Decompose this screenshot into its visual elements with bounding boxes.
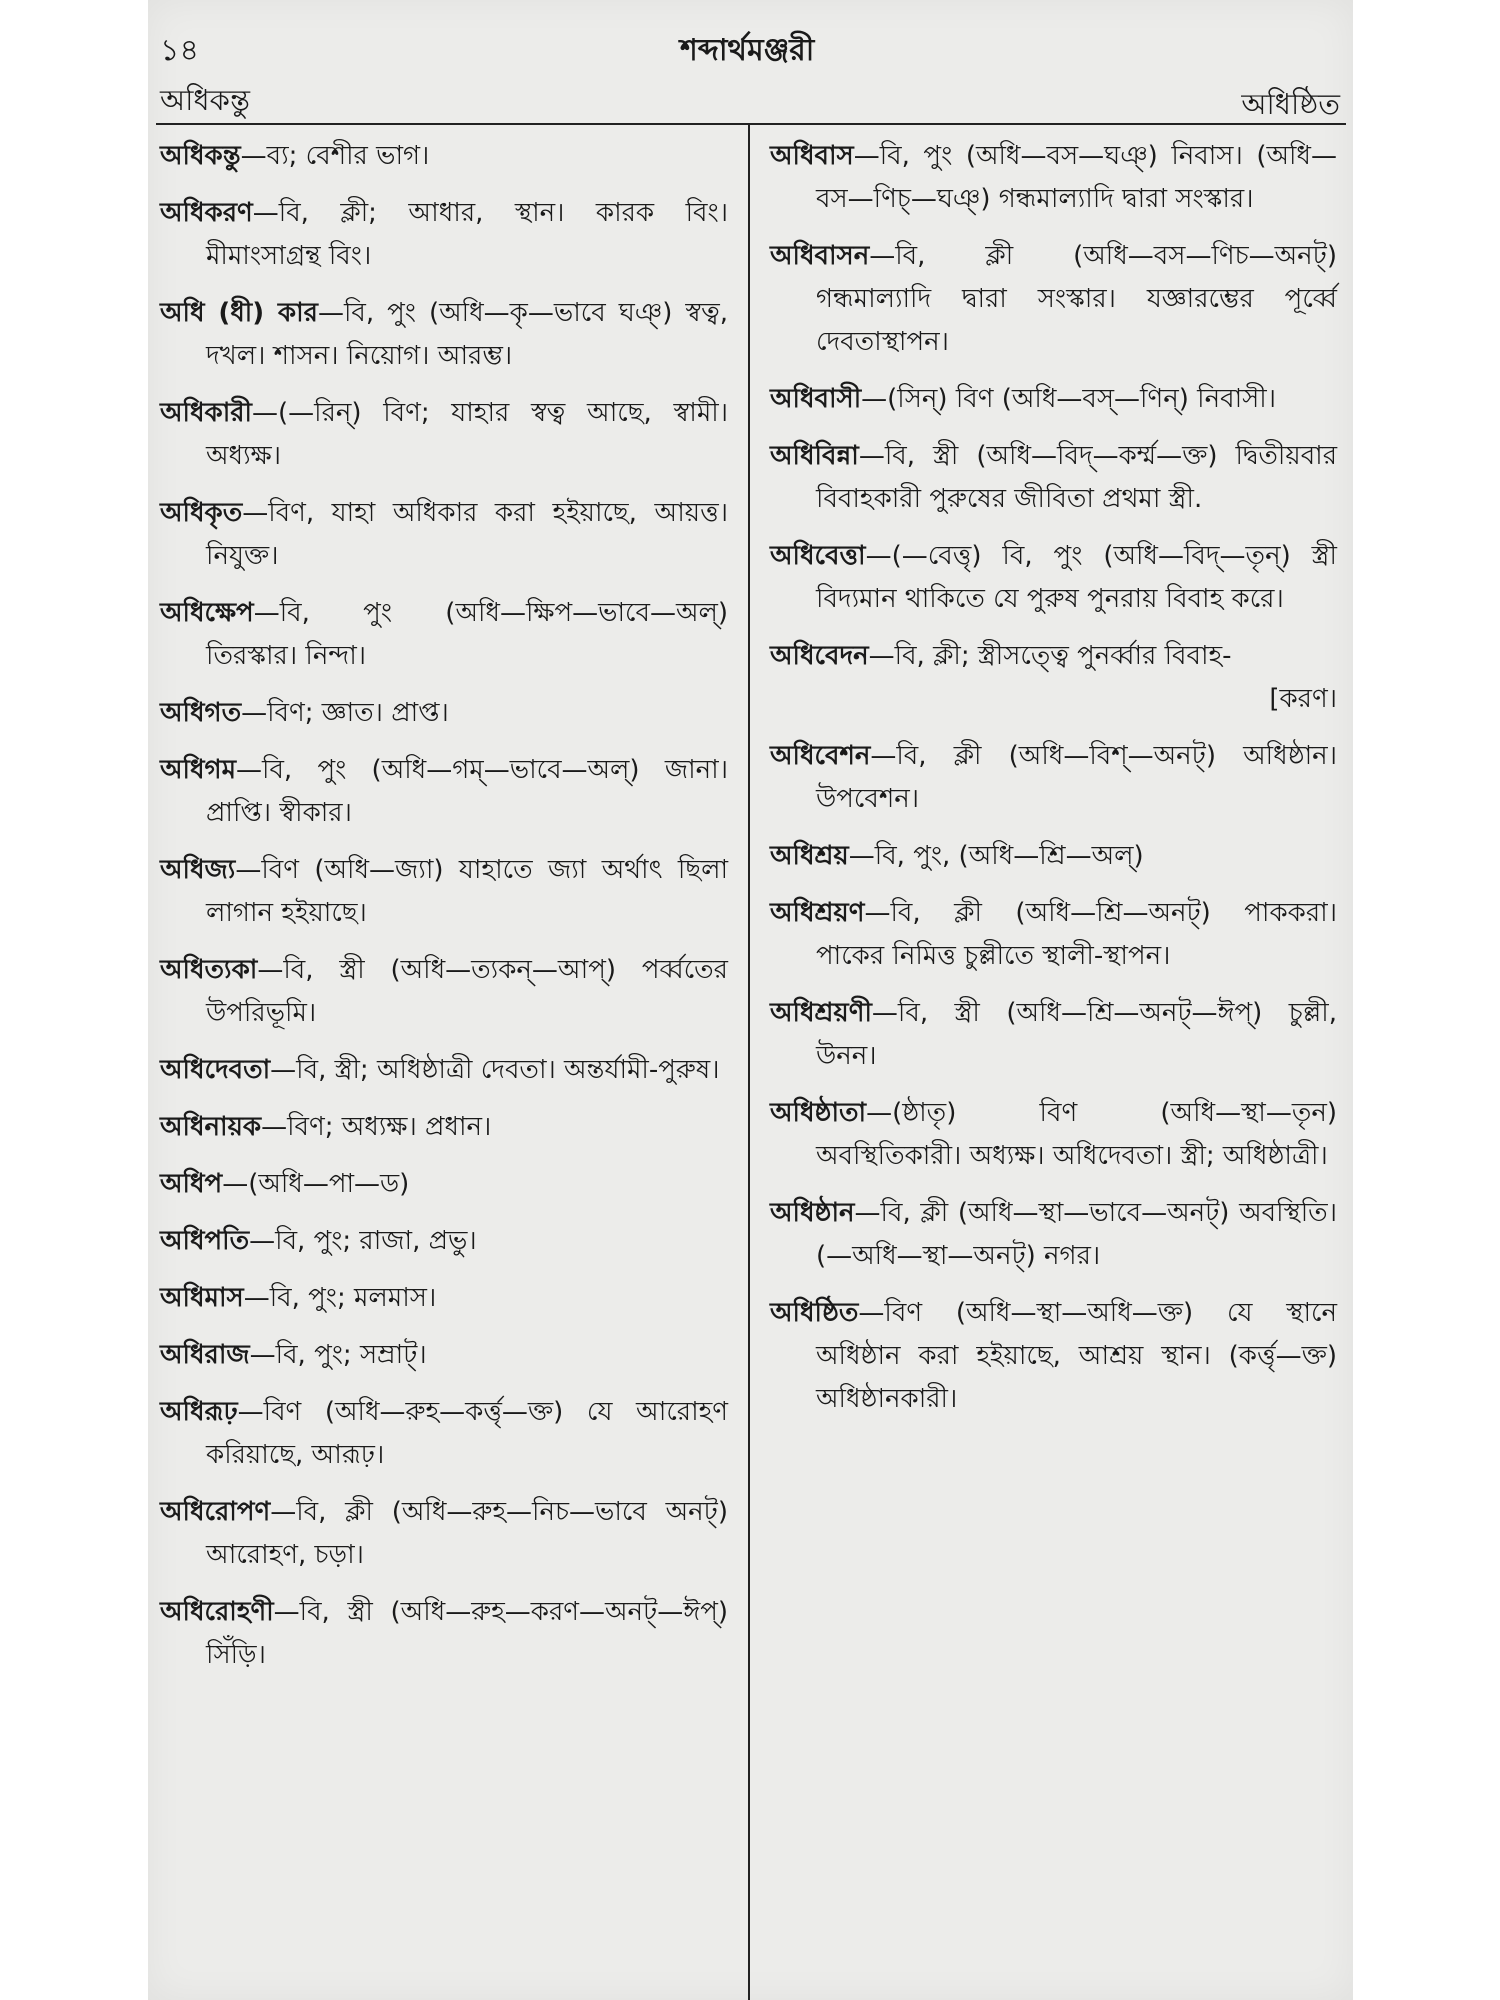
headword: অধিরূঢ়: [160, 1397, 238, 1427]
dictionary-entry: [160, 1491, 728, 1577]
definition: —বি, স্ত্রী (অধি—শ্রি—অনট্—ঈপ্) চুল্লী, উনন।: [816, 998, 1337, 1071]
definition: —বি, স্ত্রী (অধি—রুহ—করণ—অনট্—ঈপ্) সিঁড়ি।: [206, 1597, 728, 1670]
dictionary-entry: [770, 535, 1337, 621]
definition: —বি, স্ত্রী; অধিষ্ঠাত্রী দেবতা। অন্তর্যামী-পুরুষ।: [270, 1055, 720, 1085]
dictionary-entry: [160, 1334, 728, 1377]
headword: অধিকরণ: [160, 198, 253, 228]
definition: —বি, ক্লী; স্ত্রীসত্ত্বে পুনর্ব্বার বিবাহ-: [868, 641, 1232, 671]
column-rule: [748, 125, 750, 2000]
dictionary-entry: [770, 435, 1337, 521]
dictionary-entry: [160, 749, 728, 835]
headword: অধিশ্রয়ণ: [770, 898, 865, 928]
definition: —বি, ক্লী (অধি—বিশ্—অনট্) অধিষ্ঠান। উপবেশন।: [816, 741, 1337, 814]
dictionary-entry: [770, 735, 1337, 821]
headword: অধিকৃত: [160, 498, 243, 528]
definition: —বি, স্ত্রী (অধি—ত্যকন্—আপ্) পর্ব্বতের উপরিভূমি।: [206, 955, 728, 1028]
headword: অধিপ: [160, 1169, 223, 1199]
dictionary-entry: [160, 492, 728, 578]
definition: —বি, ক্লী; আধার, স্থান। কারক বিং। মীমাংসাগ্রন্থ বিং।: [206, 198, 728, 271]
headword: অধিকারী: [160, 398, 252, 428]
left-column: [160, 135, 728, 1691]
headword: অধিকন্তু: [160, 141, 241, 171]
page-number: ১৪: [160, 33, 199, 68]
definition: —বি, ক্লী (অধি—শ্রি—অনট্) পাককরা। পাকের নিমিত্ত চুল্লীতে স্থালী-স্থাপন।: [816, 898, 1337, 971]
definition: —বি, ক্লী (অধি—স্থা—ভাবে—অনট্) অবস্থিতি। (—অধি—স্থা—অনট্) নগর।: [816, 1198, 1337, 1271]
dictionary-entry: [160, 1163, 728, 1206]
dictionary-entry: [160, 692, 728, 735]
dictionary-entry: [770, 892, 1337, 978]
headword: অধিবিন্না: [770, 441, 859, 471]
definition: —বিণ (অধি—রুহ—কর্ত্তৃ—ক্ত) যে আরোহণ করিয়াছে, আরূঢ়।: [206, 1397, 728, 1470]
headword: অধিষ্ঠান: [770, 1198, 855, 1228]
headword: অধিরোহণী: [160, 1597, 274, 1627]
definition: —বি, স্ত্রী (অধি—বিদ্—কর্ম্ম—ক্ত) দ্বিতীয়বার বিবাহকারী পুরুষের জীবিতা প্রথমা স্ত্রী.: [816, 441, 1337, 514]
header-rule: [156, 123, 1346, 125]
dictionary-entry: [160, 1591, 728, 1677]
headword: অধিবেত্তা: [770, 541, 866, 571]
dictionary-entry: [770, 1192, 1337, 1278]
dictionary-entry: [770, 235, 1337, 364]
definition: —বি, পুং (অধি—গম্—ভাবে—অল্) জানা। প্রাপ্তি। স্বীকার।: [206, 755, 728, 828]
definition: —বি, পুং (অধি—বস—ঘঞ্) নিবাস। (অধি—বস—ণিচ্—ঘঞ্) গন্ধমাল্যাদি দ্বারা সংস্কার।: [816, 141, 1337, 214]
headword: অধিশ্রয়: [770, 841, 849, 871]
dictionary-entry: [160, 592, 728, 678]
definition: —বি, পুং; রাজা, প্রভু।: [249, 1226, 477, 1256]
headword: অধিবাসী: [770, 384, 862, 414]
definition: —বি, ক্লী (অধি—রুহ—নিচ—ভাবে অনট্) আরোহণ, চড়া।: [206, 1497, 728, 1570]
headword: অধিজ্য: [160, 855, 236, 885]
headword: অধিবাস: [770, 141, 854, 171]
headword: অধিবাসন: [770, 241, 870, 271]
dictionary-entry: [160, 135, 728, 178]
headword: অধিত্যকা: [160, 955, 258, 985]
definition: —বিণ; জ্ঞাত। প্রাপ্ত।: [241, 698, 449, 728]
dictionary-entry: [160, 1106, 728, 1149]
headword: অধিগত: [160, 698, 242, 728]
dictionary-entry: [160, 1220, 728, 1263]
definition: —বি, পুং; সম্রাট্।: [249, 1340, 427, 1370]
definition: —বি, পুং (অধি—ক্ষিপ—ভাবে—অল্) তিরস্কার। নিন্দা।: [206, 598, 728, 671]
definition: —বিণ; অধ্যক্ষ। প্রধান।: [261, 1112, 492, 1142]
definition: —বিণ, যাহা অধিকার করা হইয়াছে, আয়ত্ত। নিযুক্ত।: [206, 498, 728, 571]
definition: —(অধি—পা—ড): [222, 1169, 410, 1199]
headword: অধিপতি: [160, 1226, 250, 1256]
entry-continuation: [করণ।: [1269, 684, 1337, 714]
definition: —বি, পুং, (অধি—শ্রি—অল্): [848, 841, 1144, 871]
definition: —বি, পুং (অধি—কৃ—ভাবে ঘঞ্) স্বত্ব, দখল। শাসন। নিয়োগ। আরম্ভ।: [206, 298, 728, 371]
headword: অধিষ্ঠাতা: [770, 1098, 867, 1128]
headword: অধিরাজ: [160, 1340, 250, 1370]
headword: অধি (ধী) কার: [160, 298, 318, 328]
dictionary-entry: [160, 392, 728, 478]
headword: অধিক্ষেপ: [160, 598, 254, 628]
definition: —বিণ (অধি—জ্যা) যাহাতে জ্যা অর্থাৎ ছিলা লাগান হইয়াছে।: [206, 855, 728, 928]
dictionary-entry: [160, 949, 728, 1035]
headword: অধিবেশন: [770, 741, 871, 771]
dictionary-entry: [770, 635, 1337, 678]
headword: অধিষ্ঠিত: [770, 1298, 859, 1328]
headword: অধিমাস: [160, 1283, 244, 1313]
dictionary-entry: [770, 378, 1337, 421]
dictionary-entry: [770, 992, 1337, 1078]
dictionary-entry: [160, 1277, 728, 1320]
headword: অধিগম: [160, 755, 237, 785]
dictionary-entry: [160, 292, 728, 378]
definition: —বিণ (অধি—স্থা—অধি—ক্ত) যে স্থানে অধিষ্ঠান করা হইয়াছে, আশ্রয় স্থান। (কর্ত্তৃ—ক্ত) অধিষ্ঠানকারী।: [816, 1298, 1337, 1414]
definition: —ব্য; বেশীর ভাগ।: [240, 141, 430, 171]
dictionary-entry: [160, 1049, 728, 1092]
definition: —বি, পুং; মলমাস।: [243, 1283, 437, 1313]
definition: —(—বেত্তৃ) বি, পুং (অধি—বিদ্—তৃন্) স্ত্রী বিদ্যমান থাকিতে যে পুরুষ পুনরায় বিবাহ করে।: [816, 541, 1337, 614]
dictionary-entry: [770, 835, 1337, 878]
dictionary-entry: [160, 1391, 728, 1477]
running-title: শব্দার্থমঞ্জরী: [680, 33, 815, 68]
headword: অধিবেদন: [770, 641, 869, 671]
definition: —(সিন্) বিণ (অধি—বস্—ণিন্) নিবাসী।: [861, 384, 1277, 414]
definition: —(—রিন্) বিণ; যাহার স্বত্ব আছে, স্বামী। অধ্যক্ষ।: [206, 398, 728, 471]
guide-word-right: অধিষ্ঠিত: [1241, 87, 1340, 121]
dictionary-entry: [770, 135, 1337, 221]
headword: অধিশ্রয়ণী: [770, 998, 872, 1028]
headword: অধিদেবতা: [160, 1055, 271, 1085]
headword: অধিরোপণ: [160, 1497, 271, 1527]
dictionary-entry: [770, 1092, 1337, 1178]
dictionary-entry: [160, 849, 728, 935]
dictionary-entry: [160, 192, 728, 278]
definition: —বি, ক্লী (অধি—বস—ণিচ—অনট্) গন্ধমাল্যাদি দ্বারা সংস্কার। যজ্ঞারম্ভের পূর্ব্বে দেবতাস্থাপন।: [816, 241, 1337, 357]
guide-word-left: অধিকন্তু: [160, 83, 250, 117]
headword: অধিনায়ক: [160, 1112, 262, 1142]
dictionary-entry: [770, 1292, 1337, 1421]
right-column: [770, 135, 1337, 1435]
definition: —(ষ্ঠাতৃ) বিণ (অধি—স্থা—তৃন) অবস্থিতিকারী। অধ্যক্ষ। অধিদেবতা। স্ত্রী; অধিষ্ঠাত্রী।: [816, 1098, 1337, 1171]
